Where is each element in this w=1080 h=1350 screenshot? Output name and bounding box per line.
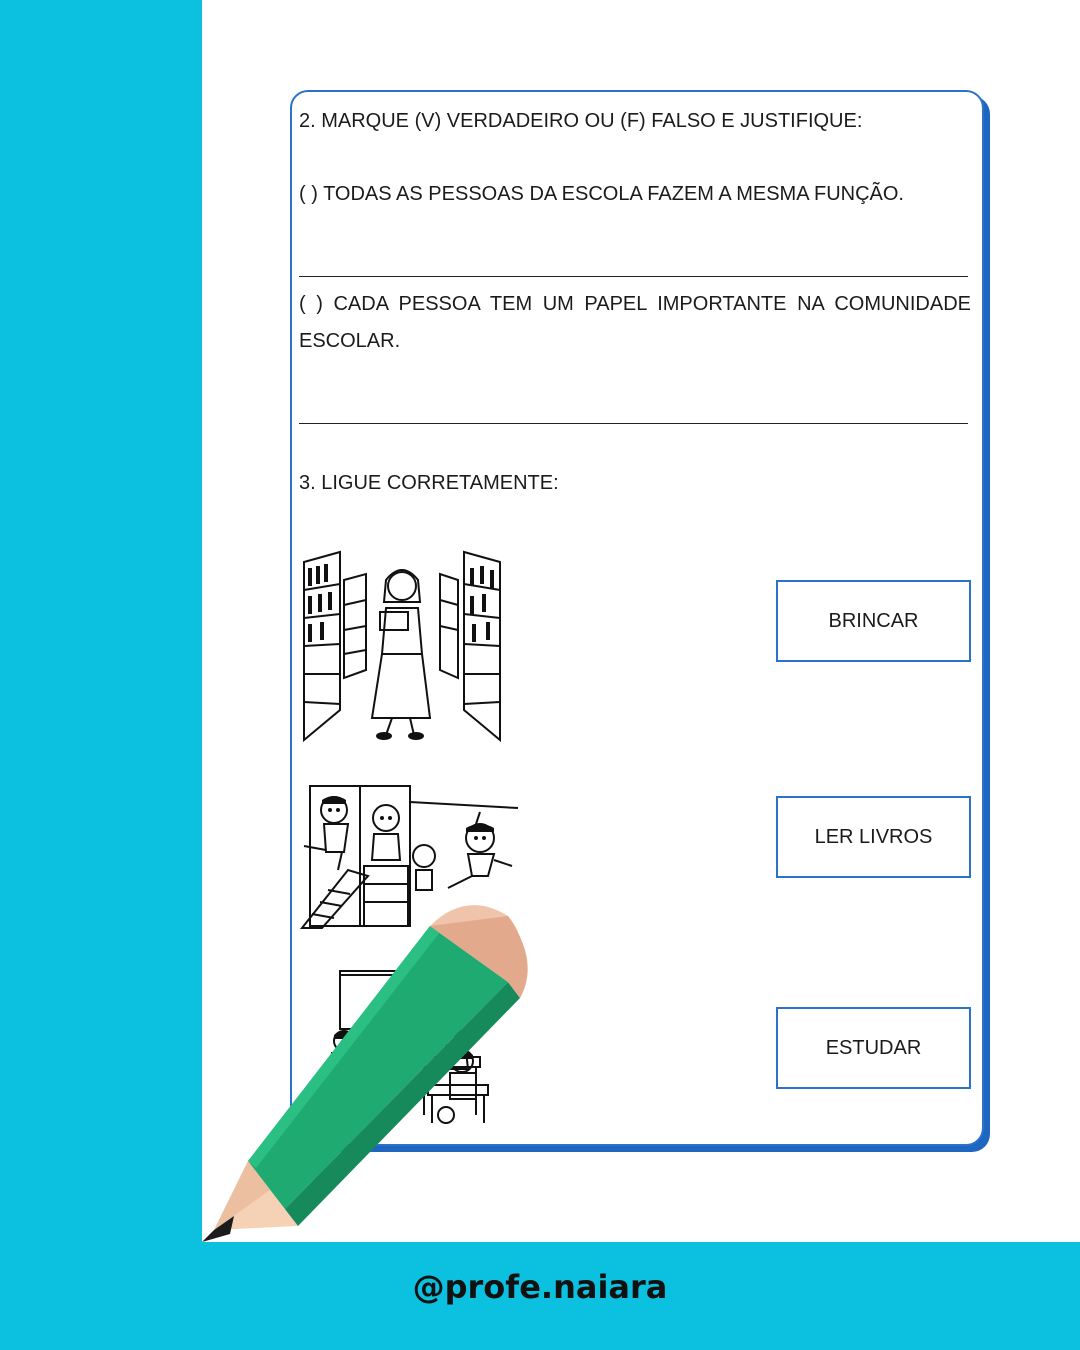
option-estudar[interactable]: ESTUDAR [776, 1007, 971, 1089]
answer-line-1[interactable] [299, 276, 968, 277]
question-2-statement-2: ( ) CADA PESSOA TEM UM PAPEL IMPORTANTE NA COMUNIDADE ESCOLAR. [299, 293, 971, 352]
option-ler-livros[interactable]: LER LIVROS [776, 796, 971, 878]
instagram-handle: @profe.naiara [412, 1268, 668, 1306]
question-3-title: 3. LIGUE CORRETAMENTE: [299, 472, 559, 494]
pencil-icon [190, 890, 535, 1255]
option-brincar[interactable]: BRINCAR [776, 580, 971, 662]
question-2-statement-1: ( ) TODAS AS PESSOAS DA ESCOLA FAZEM A MESMA FUNÇÃO. [299, 183, 904, 205]
library-reading-illustration [300, 550, 505, 745]
answer-line-2[interactable] [299, 423, 968, 424]
question-2-title: 2. MARQUE (V) VERDADEIRO OU (F) FALSO E JUSTIFIQUE: [299, 110, 863, 132]
